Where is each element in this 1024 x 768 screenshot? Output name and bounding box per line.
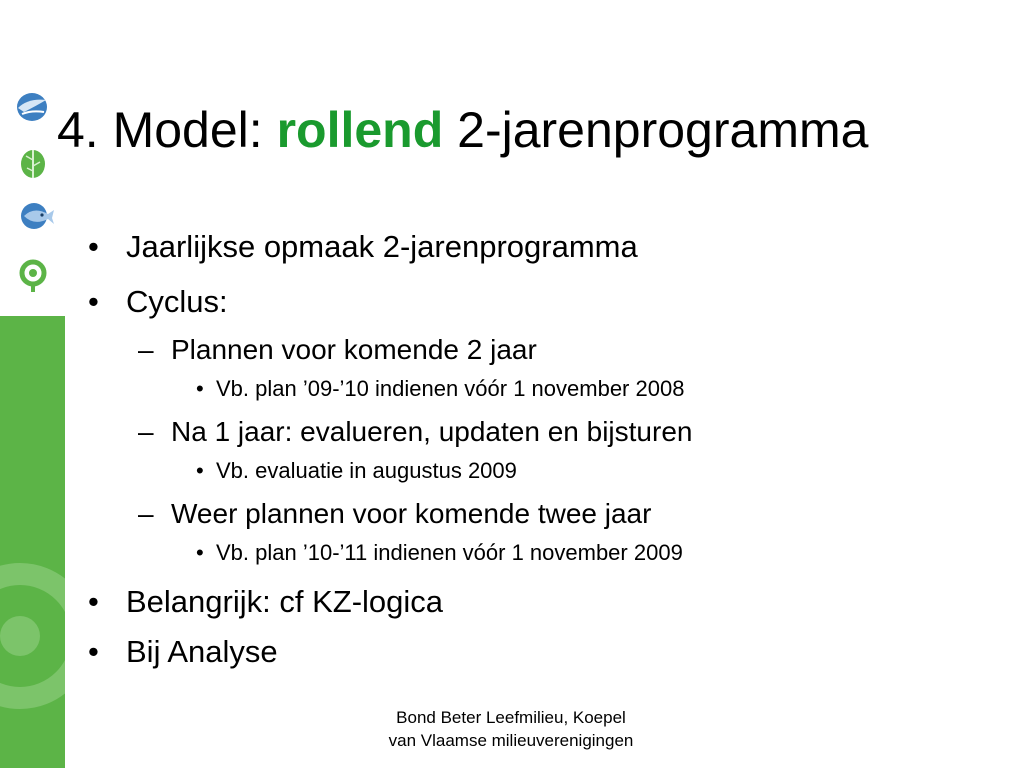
bullet-item: Cyclus: [126, 284, 228, 319]
sub-bullet-item: Weer plannen voor komende twee jaar [171, 498, 652, 529]
sub-bullet-item: Na 1 jaar: evalueren, updaten en bijsturen [171, 416, 693, 447]
footer-line-2: van Vlaamse milieuverenigingen [388, 731, 634, 750]
sub-sub-bullet-item: Vb. evaluatie in augustus 2009 [216, 458, 517, 483]
sub-sub-bullet-item: Vb. plan ’09-’10 indienen vóór 1 november 2008 [216, 376, 685, 401]
sidebar-green-bar [0, 316, 65, 768]
leaf-logo-icon [18, 144, 48, 180]
bullet-item: Jaarlijkse opmaak 2-jarenprogramma [126, 229, 638, 264]
sub-sub-bullet-marker: • [196, 376, 204, 401]
sub-bullet-marker: – [138, 416, 154, 447]
title-prefix: 4. Model: [57, 102, 277, 158]
sub-sub-bullet-marker: • [196, 458, 204, 483]
footer [360, 706, 662, 752]
title-highlight: rollend [276, 102, 444, 158]
bullet-item: Bij Analyse [126, 634, 278, 669]
sub-sub-bullet-item: Vb. plan ’10-’11 indienen vóór 1 november 2009 [216, 540, 683, 565]
sub-bullet-item: Plannen voor komende 2 jaar [171, 334, 537, 365]
fish-logo-icon [18, 200, 56, 232]
slide-title [57, 100, 868, 160]
bullet-marker: • [88, 584, 99, 619]
bullet-marker: • [88, 634, 99, 669]
bullet-marker: • [88, 229, 99, 264]
watermark-logo-icon [0, 546, 65, 726]
sub-sub-bullet-marker: • [196, 540, 204, 565]
bird-logo-icon [14, 90, 50, 124]
sub-bullet-marker: – [138, 334, 154, 365]
sub-bullet-marker: – [138, 498, 154, 529]
bullet-marker: • [88, 284, 99, 319]
title-suffix: 2-jarenprogramma [443, 102, 869, 158]
bullet-item: Belangrijk: cf KZ-logica [126, 584, 444, 619]
footer-line-1: Bond Beter Leefmilieu, Koepel [396, 708, 626, 727]
logo-column [0, 0, 60, 310]
target-logo-icon [18, 258, 48, 294]
